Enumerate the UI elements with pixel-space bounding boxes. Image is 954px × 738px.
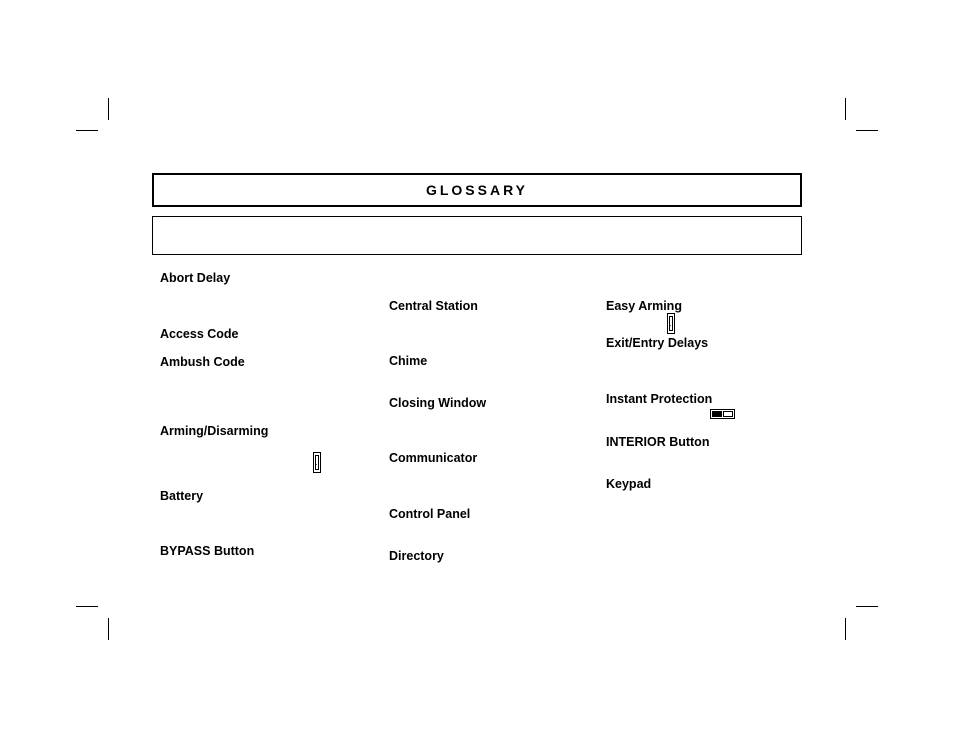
- keypad-key-icon: [313, 452, 321, 473]
- crop-mark: [76, 130, 98, 131]
- glossary-term: Closing Window: [389, 396, 487, 410]
- crop-mark: [856, 130, 878, 131]
- glossary-term: Arming/Disarming: [160, 424, 269, 438]
- crop-mark: [76, 606, 98, 607]
- crop-mark: [845, 98, 846, 120]
- title-box: [152, 173, 802, 207]
- glossary-term: Keypad: [606, 477, 652, 491]
- glossary-term: Ambush Code: [160, 355, 245, 369]
- crop-mark: [108, 98, 109, 120]
- glossary-term: Communicator: [389, 451, 478, 465]
- intro-box: [152, 216, 802, 255]
- button-icon-right: [723, 411, 733, 417]
- glossary-term: Abort Delay: [160, 271, 231, 285]
- glossary-term: Central Station: [389, 299, 478, 313]
- glossary-term: Directory: [389, 549, 444, 563]
- crop-mark: [856, 606, 878, 607]
- glossary-term: Control Panel: [389, 507, 471, 521]
- button-icon-left: [712, 411, 722, 417]
- instant-button-icon: [710, 409, 735, 419]
- glossary-term: Chime: [389, 354, 428, 368]
- glossary-term: Instant Protection: [606, 392, 713, 406]
- glossary-term: Access Code: [160, 327, 239, 341]
- page-title: GLOSSARY: [425, 182, 529, 198]
- glossary-term: INTERIOR Button: [606, 435, 710, 449]
- keypad-key-icon: [667, 313, 675, 334]
- crop-mark: [108, 618, 109, 640]
- glossary-term: Easy Arming: [606, 299, 682, 313]
- glossary-term: Exit/Entry Delays: [606, 336, 709, 350]
- glossary-term: BYPASS Button: [160, 544, 255, 558]
- glossary-term: Battery: [160, 489, 204, 503]
- crop-mark: [845, 618, 846, 640]
